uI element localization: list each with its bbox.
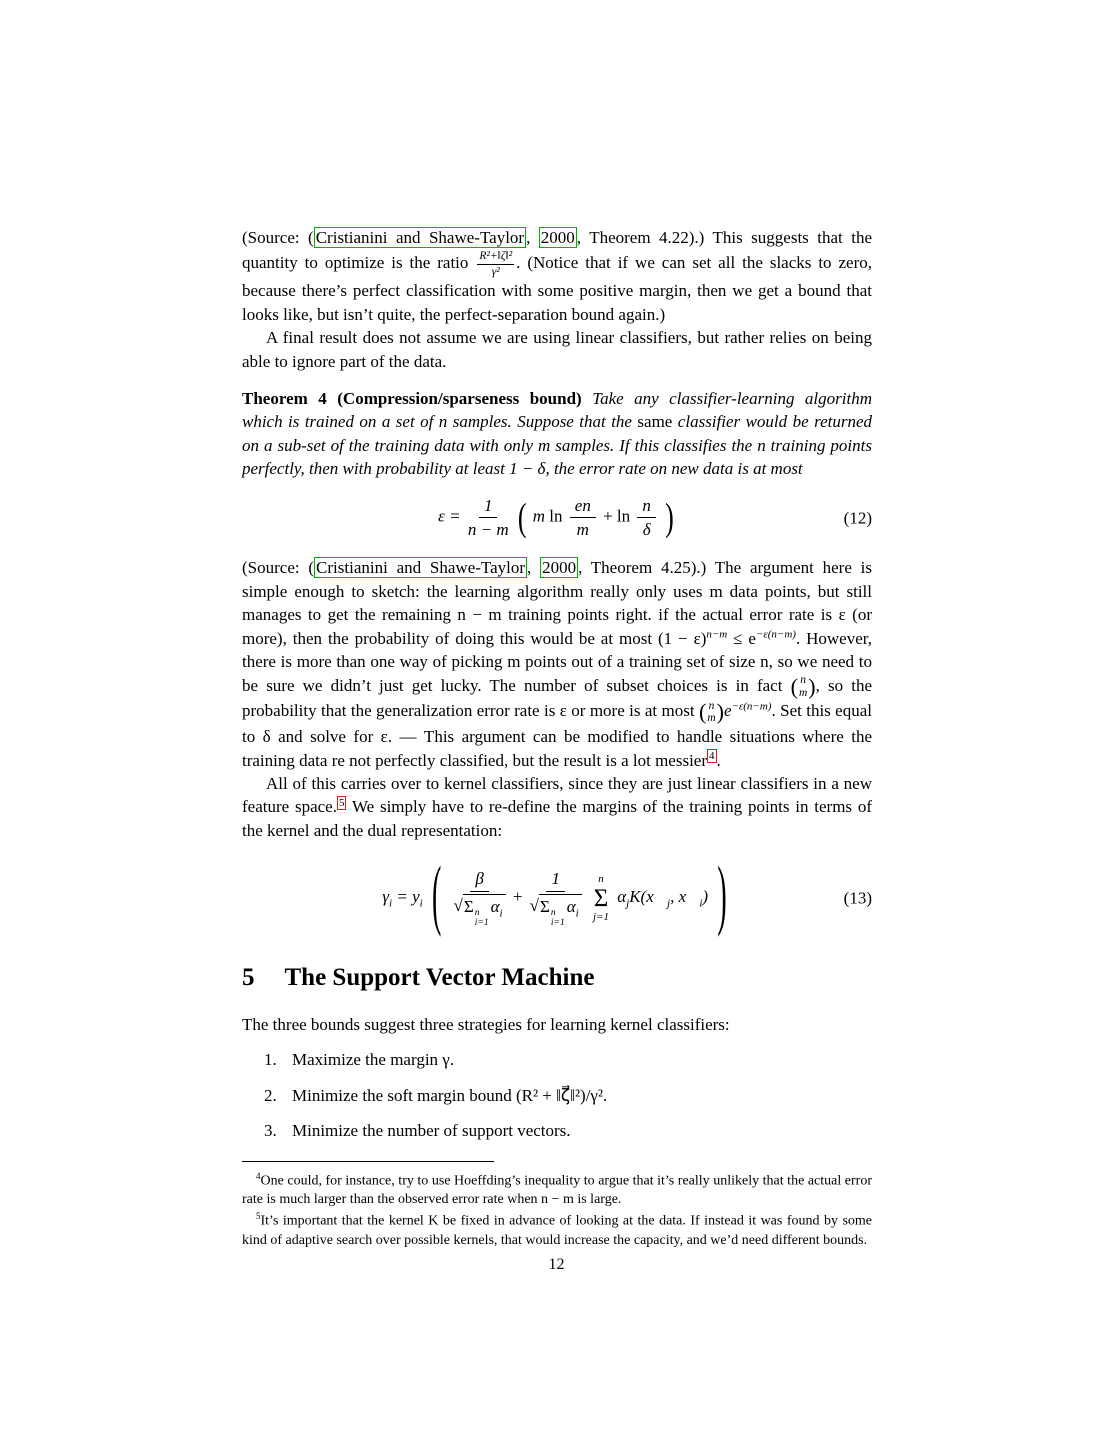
citation-year-link[interactable]: 2000 bbox=[542, 558, 577, 578]
text-run: , Theorem 4.22).) This suggests that the quantity to optimize is the ratio bbox=[242, 228, 872, 273]
text-run: Take any classifier-learning algorithm which is trained on a set of n samples. Suppose that the bbox=[242, 389, 872, 432]
math-var: K(x⃗ bbox=[629, 887, 667, 907]
list-item-number: 3. bbox=[264, 1121, 277, 1141]
subscript: j bbox=[626, 897, 630, 910]
big-paren-open: ( bbox=[517, 495, 527, 539]
denominator: m bbox=[576, 520, 589, 540]
sum-symbol: Σ bbox=[463, 896, 474, 916]
list-item-number: 2. bbox=[264, 1085, 277, 1105]
big-paren-open: ( bbox=[431, 852, 442, 940]
paren-close: ) bbox=[716, 699, 724, 725]
limit-bottom: i=1 bbox=[550, 917, 565, 928]
numerator: 1 bbox=[479, 495, 498, 518]
fraction bbox=[468, 495, 509, 541]
text-run: , Theorem 4.25).) The argument here is simple enough to sketch: the learning algorithm really only uses m data points, but still manages to get the remaining n − m training points right. if the actual error rate is ε (or more), then the probability of doing this would be at most (1 − ε) bbox=[242, 558, 872, 648]
paren-open: ( bbox=[790, 673, 798, 699]
page-number: 12 bbox=[548, 1256, 565, 1273]
subscript: i bbox=[499, 906, 503, 919]
source-paragraph-1 bbox=[242, 226, 872, 326]
section-5-heading bbox=[242, 961, 872, 996]
footnote-text: It’s important that the kernel K be fixed in advance of looking at the data. If instead it was found by some kind of adaptive search over possible kernels, that would increase the capacity, and we’d need different bounds. bbox=[242, 1214, 872, 1248]
subscript: j bbox=[667, 897, 671, 910]
equation-12 bbox=[242, 495, 872, 541]
footnote-5 bbox=[242, 1211, 872, 1250]
math-lhs: ε = bbox=[438, 506, 461, 526]
text-run: . Set this equal to δ and solve for ε. — This argument can be modified to handle situations where the training data re not perfectly classified, but the result is a lot messier bbox=[242, 701, 872, 770]
binomial-coefficient bbox=[699, 700, 724, 725]
denominator: δ bbox=[642, 520, 651, 540]
math-var: α bbox=[566, 896, 576, 916]
footnote-marker: 5 bbox=[256, 1211, 261, 1222]
subscript: i bbox=[699, 897, 703, 910]
math-op: + bbox=[512, 887, 523, 907]
inline-fraction bbox=[477, 249, 514, 279]
superscript: −ε(n−m) bbox=[731, 700, 772, 713]
text-run: We simply have to re-define the margins of the training points in terms of the kernel and the dual representation: bbox=[242, 797, 872, 840]
list-item-number: 1. bbox=[264, 1050, 277, 1070]
text-run: The three bounds suggest three strategies for learning kernel classifiers: bbox=[242, 1015, 730, 1035]
list-item-text: Minimize the soft margin bound (R² + ‖ζ⃗‖²)/γ². bbox=[292, 1085, 608, 1105]
denominator: γ² bbox=[491, 265, 500, 278]
big-sum bbox=[593, 874, 609, 923]
math-op: + bbox=[603, 506, 613, 526]
math-var: γ bbox=[382, 887, 390, 907]
binom-top: n bbox=[800, 674, 806, 687]
citation-year-link[interactable]: 2000 bbox=[540, 228, 575, 247]
limit-bottom: i=1 bbox=[474, 917, 489, 928]
binom-top: n bbox=[708, 699, 715, 712]
numerator: β bbox=[470, 868, 488, 891]
math-var: α bbox=[490, 896, 500, 916]
math-op: ln bbox=[549, 506, 563, 526]
footnote-4 bbox=[242, 1171, 872, 1210]
text-run: ≤ e bbox=[727, 628, 756, 648]
text-run: . bbox=[716, 750, 721, 770]
text-run: . (Notice that if we can set all the slacks to zero, because there’s perfect classification with some positive margin, then we get a bound that looks like, but isn’t quite, the perfect-separation bound again.) bbox=[242, 253, 872, 324]
binom-bottom: m bbox=[798, 686, 808, 699]
footnotes bbox=[242, 1161, 872, 1250]
denominator bbox=[454, 892, 506, 929]
sum-symbol: Σ bbox=[540, 896, 550, 916]
citation-link[interactable]: Cristianini and Shawe-Taylor bbox=[315, 228, 525, 247]
subscript: i bbox=[389, 897, 393, 910]
paren-open: ( bbox=[699, 699, 707, 725]
superscript: −ε(n−m) bbox=[755, 628, 796, 641]
list-item-text: Maximize the margin γ. bbox=[292, 1050, 455, 1070]
denominator bbox=[530, 892, 582, 929]
strategy-list bbox=[242, 1048, 872, 1142]
strategies-intro bbox=[242, 1013, 872, 1036]
text-column bbox=[242, 226, 872, 1252]
superscript: n−m bbox=[706, 628, 728, 641]
math-var: m bbox=[532, 506, 546, 526]
argument-paragraph bbox=[242, 556, 872, 772]
text-run: (Source: ( bbox=[242, 558, 315, 578]
text-run: classifier would be returned on a sub-set of the training data with only m samples. If this classifies the n training points perfectly, then with probability at least 1 − δ, the error rate on new data is at most bbox=[242, 412, 872, 479]
math-var: ) bbox=[702, 887, 709, 907]
numerator: en bbox=[570, 495, 596, 518]
text-run: , so the probability that the generalization error rate is ε or more is at most bbox=[242, 675, 872, 721]
math-var: α bbox=[617, 887, 627, 907]
text-run: same bbox=[637, 412, 673, 432]
subscript: i bbox=[419, 897, 423, 910]
fraction bbox=[454, 868, 506, 928]
list-item bbox=[242, 1084, 872, 1107]
limit-bottom: j=1 bbox=[592, 910, 609, 923]
footnote-rule bbox=[242, 1161, 494, 1162]
theorem-4 bbox=[242, 387, 872, 481]
section-title: The Support Vector Machine bbox=[284, 963, 595, 991]
footnote-ref-4[interactable]: 4 bbox=[709, 749, 715, 762]
limit-top: n bbox=[598, 872, 604, 885]
fraction bbox=[570, 495, 596, 541]
square-root bbox=[530, 894, 582, 929]
sum-limits bbox=[551, 909, 565, 929]
text-run: A final result does not assume we are using linear classifiers, but rather relies on being able to ignore part of the data. bbox=[242, 328, 872, 371]
big-paren-close: ) bbox=[717, 852, 727, 940]
equation-tag: (12) bbox=[843, 507, 872, 527]
text-run: All of this carries over to kernel classifiers, since they are just linear classifiers in a new feature space. bbox=[242, 773, 872, 817]
list-item bbox=[242, 1119, 872, 1142]
kernel-paragraph bbox=[242, 772, 872, 842]
theorem-label: Theorem 4 (Compression/sparseness bound) bbox=[242, 389, 582, 409]
numerator: R²+‖ζ‖² bbox=[477, 249, 514, 264]
big-paren-close: ) bbox=[665, 495, 674, 539]
binomial-coefficient bbox=[791, 674, 816, 699]
radical-sign: √ bbox=[453, 895, 463, 915]
text-run: . However, there is more than one way of picking m points out of a training set of size n, so we need to be sure we didn’t just get lucky. The number of subset choices is in fact bbox=[242, 628, 872, 695]
equation-13 bbox=[242, 852, 872, 940]
equation-tag: (13) bbox=[843, 888, 872, 908]
fraction bbox=[530, 868, 582, 928]
text-run: (Source: ( bbox=[242, 228, 314, 247]
section-number: 5 bbox=[242, 963, 255, 991]
final-result-paragraph bbox=[242, 326, 872, 373]
math-var: e bbox=[723, 701, 732, 721]
radical-sign: √ bbox=[529, 895, 540, 915]
math-op: ln bbox=[616, 506, 631, 526]
list-item bbox=[242, 1048, 872, 1071]
paren-close: ) bbox=[808, 673, 816, 699]
subscript: i bbox=[575, 906, 579, 919]
binom-bottom: m bbox=[707, 712, 716, 725]
fraction bbox=[637, 495, 656, 541]
footnote-ref-5[interactable]: 5 bbox=[338, 796, 345, 809]
footnote-marker: 4 bbox=[256, 1170, 261, 1181]
citation-link[interactable]: Cristianini and Shawe-Taylor bbox=[316, 558, 526, 578]
denominator: n − m bbox=[467, 520, 509, 540]
limit-top: n bbox=[474, 907, 480, 918]
numerator: n bbox=[637, 495, 656, 518]
limit-top: n bbox=[550, 907, 556, 918]
sum-limits bbox=[475, 909, 489, 929]
text-run: , bbox=[526, 228, 539, 247]
footnote-text: One could, for instance, try to use Hoeffding’s inequality to argue that it’s really unlikely that the actual error rate is much larger than the observed error rate when n − m is large. bbox=[242, 1173, 872, 1207]
math-var: , x⃗ bbox=[670, 887, 700, 907]
list-item-text: Minimize the number of support vectors. bbox=[292, 1121, 571, 1141]
math-var: = y bbox=[392, 887, 420, 907]
text-run: , bbox=[527, 558, 541, 578]
numerator: 1 bbox=[546, 868, 565, 891]
square-root bbox=[454, 894, 506, 929]
sum-symbol: Σ bbox=[593, 884, 609, 912]
